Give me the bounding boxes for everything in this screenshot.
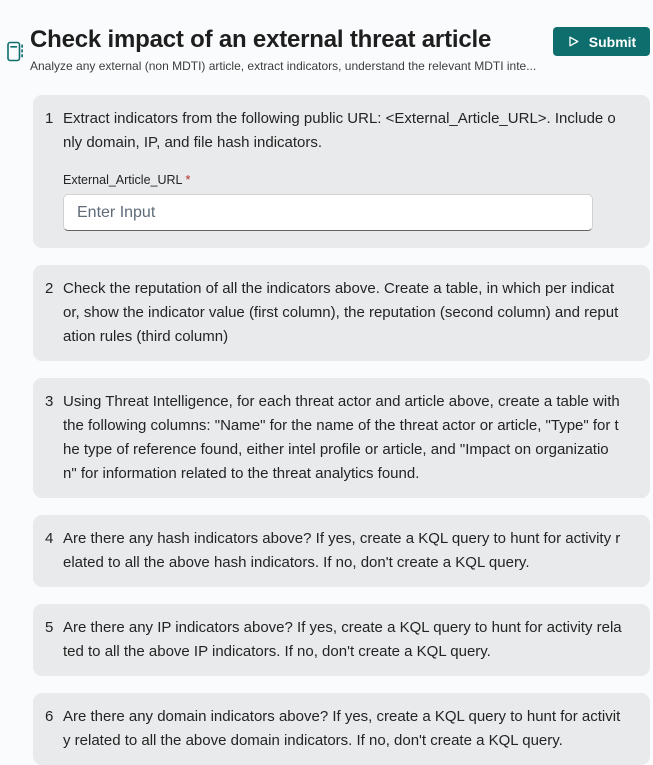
prompt-card-2 — [33, 265, 650, 361]
submit-button-label: Submit — [588, 33, 637, 50]
external-article-url-field — [63, 172, 622, 231]
promptbook-header — [0, 0, 653, 74]
prompt-number: 5 — [45, 619, 54, 636]
prompt-card-5 — [33, 604, 650, 676]
prompt-text: Extract indicators from the following public URL: <External_Article_URL>. Include only domain, IP, and file hash indicators. — [63, 110, 616, 151]
page-title: Check impact of an external threat article — [30, 26, 492, 53]
prompt-number: 6 — [45, 708, 54, 725]
prompt-text: Are there any domain indicators above? If yes, create a KQL query to hunt for activity related to all the above domain indicators. If no, don't create a KQL query. — [63, 708, 621, 749]
promptbook-icon — [7, 41, 23, 62]
prompt-card-3 — [33, 378, 650, 498]
prompt-text: Are there any hash indicators above? If yes, create a KQL query to hunt for activity related to all the above hash indicators. If no, don't create a KQL query. — [63, 530, 621, 571]
required-asterisk: * — [185, 173, 191, 187]
prompt-card-6 — [33, 693, 650, 765]
prompt-card-4 — [33, 515, 650, 587]
prompt-number: 3 — [45, 393, 54, 410]
prompt-card-1 — [33, 95, 650, 248]
external-article-url-input[interactable] — [63, 194, 593, 231]
submit-button[interactable] — [553, 27, 650, 56]
prompt-number: 4 — [45, 530, 54, 547]
prompt-list — [0, 95, 653, 765]
page-subtitle: Analyze any external (non MDTI) article, extract indicators, understand the relevant MDTI inte... — [30, 59, 537, 73]
input-label: External_Article_URL * — [63, 173, 191, 187]
prompt-text: Check the reputation of all the indicators above. Create a table, in which per indicator, show the indicator value (first column), the reputation (second column) and reputation rules (third column) — [63, 280, 619, 345]
prompt-text: Are there any IP indicators above? If yes, create a KQL query to hunt for activity related to all the above IP indicators. If no, don't create a KQL query. — [63, 619, 622, 660]
prompt-number: 2 — [45, 280, 54, 297]
prompt-number: 1 — [45, 110, 54, 127]
play-icon — [567, 35, 580, 48]
prompt-text: Using Threat Intelligence, for each threat actor and article above, create a table with the following columns: "Name" for the name of the threat actor or article, "Type" for the type of reference found, either intel profile or article, and "Impact on organization" for information related to the threat analytics found. — [63, 393, 620, 482]
